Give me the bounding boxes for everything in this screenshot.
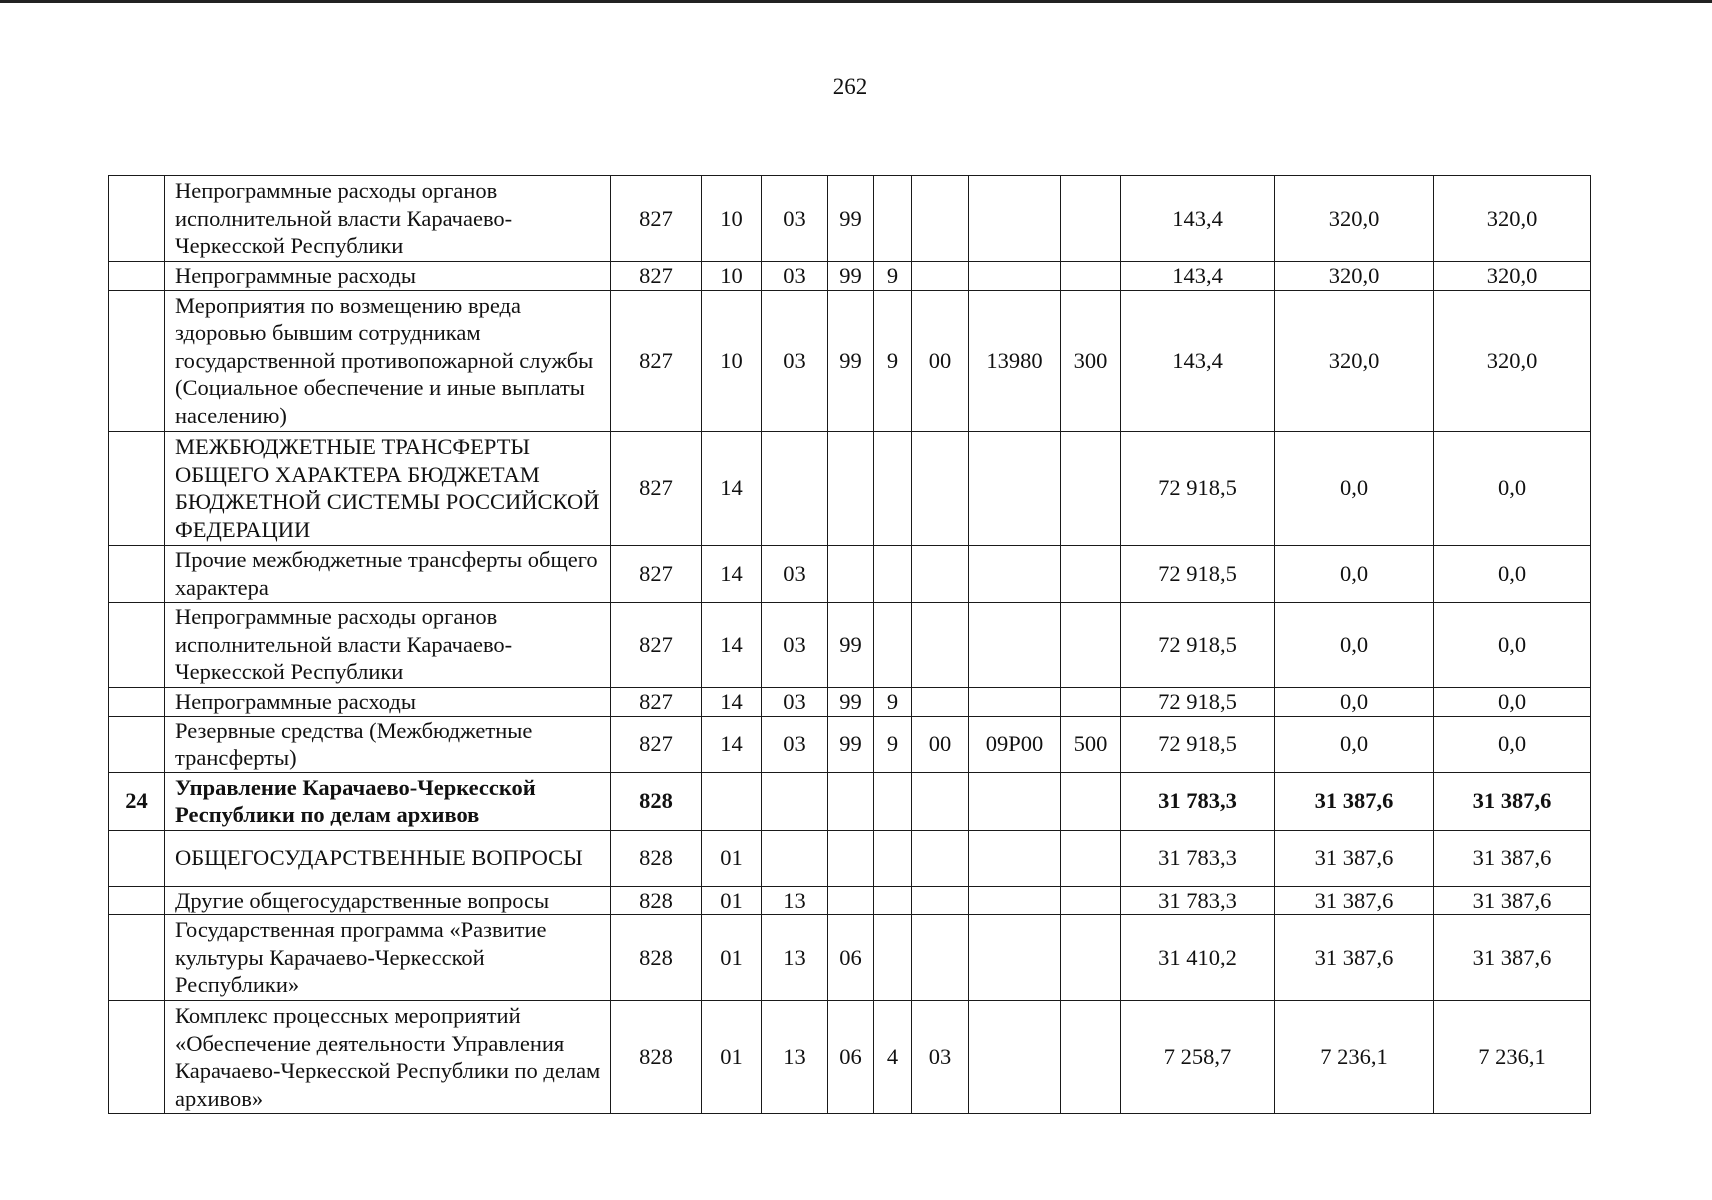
amount-year-2-cell: 7 236,1: [1275, 1001, 1434, 1114]
code-direction-cell: [969, 431, 1061, 545]
code-subsection-cell: 03: [762, 545, 828, 602]
code-section-cell: [702, 772, 762, 830]
table-row: [109, 915, 1591, 1001]
code-measure-cell: [912, 772, 969, 830]
code-subprogram-cell: 9: [874, 290, 912, 431]
amount-year-3-cell: 0,0: [1434, 687, 1591, 716]
code-subsection-cell: [762, 772, 828, 830]
code-expense-type-cell: [1061, 431, 1121, 545]
code-direction-cell: [969, 602, 1061, 687]
code-subprogram-cell: [874, 602, 912, 687]
amount-year-1-cell: 72 918,5: [1121, 431, 1275, 545]
code-subprogram-cell: [874, 830, 912, 886]
code-measure-cell: 03: [912, 1001, 969, 1114]
code-direction-cell: [969, 1001, 1061, 1114]
amount-year-2-cell: 31 387,6: [1275, 915, 1434, 1001]
code-expense-type-cell: 500: [1061, 716, 1121, 772]
table-row: [109, 545, 1591, 602]
amount-year-2-cell: 31 387,6: [1275, 886, 1434, 915]
row-number-cell: [109, 262, 165, 291]
row-number-cell: [109, 176, 165, 262]
row-name-cell: Государственная программа «Развитие культуры Карачаево-Черкесской Республики»: [165, 915, 611, 1001]
amount-year-1-cell: 31 783,3: [1121, 772, 1275, 830]
code-expense-type-cell: [1061, 602, 1121, 687]
code-measure-cell: [912, 431, 969, 545]
code-section-cell: 01: [702, 886, 762, 915]
code-program-cell: 99: [828, 602, 874, 687]
amount-year-3-cell: 0,0: [1434, 602, 1591, 687]
code-section-cell: 10: [702, 176, 762, 262]
code-section-cell: 14: [702, 716, 762, 772]
code-gov-cell: 827: [611, 545, 702, 602]
row-number-cell: [109, 830, 165, 886]
amount-year-2-cell: 0,0: [1275, 431, 1434, 545]
amount-year-1-cell: 143,4: [1121, 262, 1275, 291]
amount-year-2-cell: 31 387,6: [1275, 772, 1434, 830]
code-gov-cell: 828: [611, 915, 702, 1001]
code-expense-type-cell: [1061, 915, 1121, 1001]
amount-year-3-cell: 320,0: [1434, 176, 1591, 262]
table-row: [109, 1001, 1591, 1114]
code-program-cell: [828, 772, 874, 830]
amount-year-1-cell: 7 258,7: [1121, 1001, 1275, 1114]
code-subprogram-cell: [874, 915, 912, 1001]
code-direction-cell: [969, 772, 1061, 830]
amount-year-2-cell: 31 387,6: [1275, 830, 1434, 886]
row-name-cell: Мероприятия по возмещению вреда здоровью бывшим сотрудникам государственной противопожарной службы (Социальное обеспечение и иные выплаты населению): [165, 290, 611, 431]
amount-year-3-cell: 31 387,6: [1434, 772, 1591, 830]
code-section-cell: 14: [702, 431, 762, 545]
table-body: [109, 176, 1591, 1114]
amount-year-1-cell: 72 918,5: [1121, 545, 1275, 602]
amount-year-2-cell: 0,0: [1275, 602, 1434, 687]
code-subsection-cell: 13: [762, 915, 828, 1001]
table-row: [109, 772, 1591, 830]
row-number-cell: [109, 290, 165, 431]
code-direction-cell: [969, 915, 1061, 1001]
table-row: [109, 602, 1591, 687]
code-expense-type-cell: [1061, 545, 1121, 602]
row-number-cell: [109, 545, 165, 602]
row-name-cell: Резервные средства (Межбюджетные трансферты): [165, 716, 611, 772]
amount-year-3-cell: 0,0: [1434, 545, 1591, 602]
code-program-cell: 99: [828, 716, 874, 772]
code-gov-cell: 827: [611, 431, 702, 545]
code-program-cell: 99: [828, 176, 874, 262]
row-number-cell: [109, 602, 165, 687]
row-number-cell: [109, 886, 165, 915]
amount-year-2-cell: 0,0: [1275, 545, 1434, 602]
code-gov-cell: 828: [611, 1001, 702, 1114]
row-name-cell: Прочие межбюджетные трансферты общего характера: [165, 545, 611, 602]
table-row: [109, 290, 1591, 431]
code-section-cell: 01: [702, 915, 762, 1001]
code-expense-type-cell: [1061, 886, 1121, 915]
amount-year-3-cell: 320,0: [1434, 290, 1591, 431]
amount-year-1-cell: 31 783,3: [1121, 886, 1275, 915]
amount-year-3-cell: 7 236,1: [1434, 1001, 1591, 1114]
code-section-cell: 14: [702, 602, 762, 687]
code-expense-type-cell: [1061, 262, 1121, 291]
code-gov-cell: 827: [611, 716, 702, 772]
code-expense-type-cell: [1061, 687, 1121, 716]
code-measure-cell: 00: [912, 290, 969, 431]
code-subsection-cell: [762, 431, 828, 545]
code-program-cell: 99: [828, 262, 874, 291]
code-gov-cell: 827: [611, 176, 702, 262]
code-measure-cell: [912, 830, 969, 886]
amount-year-1-cell: 72 918,5: [1121, 602, 1275, 687]
code-subsection-cell: 03: [762, 290, 828, 431]
amount-year-2-cell: 0,0: [1275, 716, 1434, 772]
code-gov-cell: 827: [611, 687, 702, 716]
code-program-cell: [828, 431, 874, 545]
amount-year-1-cell: 143,4: [1121, 290, 1275, 431]
row-number-cell: [109, 687, 165, 716]
amount-year-3-cell: 31 387,6: [1434, 830, 1591, 886]
row-name-cell: Непрограммные расходы: [165, 262, 611, 291]
row-number-cell: 24: [109, 772, 165, 830]
amount-year-3-cell: 0,0: [1434, 716, 1591, 772]
code-expense-type-cell: 300: [1061, 290, 1121, 431]
code-gov-cell: 828: [611, 772, 702, 830]
code-subsection-cell: 03: [762, 602, 828, 687]
table-row: [109, 262, 1591, 291]
code-subprogram-cell: [874, 886, 912, 915]
code-gov-cell: 828: [611, 886, 702, 915]
row-name-cell: Непрограммные расходы органов исполнительной власти Карачаево-Черкесской Республики: [165, 602, 611, 687]
code-measure-cell: [912, 602, 969, 687]
code-section-cell: 10: [702, 262, 762, 291]
amount-year-3-cell: 31 387,6: [1434, 915, 1591, 1001]
code-expense-type-cell: [1061, 830, 1121, 886]
budget-table: [108, 175, 1591, 1114]
amount-year-2-cell: 320,0: [1275, 290, 1434, 431]
code-program-cell: [828, 830, 874, 886]
code-program-cell: 99: [828, 290, 874, 431]
amount-year-1-cell: 31 783,3: [1121, 830, 1275, 886]
row-number-cell: [109, 1001, 165, 1114]
table-row: [109, 830, 1591, 886]
row-name-cell: Непрограммные расходы органов исполнительной власти Карачаево-Черкесской Республики: [165, 176, 611, 262]
code-direction-cell: [969, 545, 1061, 602]
code-program-cell: 99: [828, 687, 874, 716]
code-section-cell: 01: [702, 1001, 762, 1114]
amount-year-1-cell: 143,4: [1121, 176, 1275, 262]
code-direction-cell: [969, 886, 1061, 915]
code-direction-cell: [969, 262, 1061, 291]
amount-year-1-cell: 31 410,2: [1121, 915, 1275, 1001]
code-gov-cell: 827: [611, 262, 702, 291]
code-direction-cell: [969, 687, 1061, 716]
table-row: [109, 716, 1591, 772]
table-row: [109, 886, 1591, 915]
amount-year-1-cell: 72 918,5: [1121, 687, 1275, 716]
code-section-cell: 01: [702, 830, 762, 886]
code-measure-cell: [912, 915, 969, 1001]
code-gov-cell: 827: [611, 290, 702, 431]
code-subprogram-cell: 9: [874, 716, 912, 772]
code-subsection-cell: 13: [762, 1001, 828, 1114]
code-subsection-cell: [762, 830, 828, 886]
code-subsection-cell: 03: [762, 262, 828, 291]
code-program-cell: [828, 886, 874, 915]
page-number: 262: [832, 74, 868, 99]
row-name-cell: МЕЖБЮДЖЕТНЫЕ ТРАНСФЕРТЫ ОБЩЕГО ХАРАКТЕРА БЮДЖЕТАМ БЮДЖЕТНОЙ СИСТЕМЫ РОССИЙСКОЙ ФЕДЕРАЦИИ: [165, 431, 611, 545]
top-border-line: [0, 0, 1712, 3]
table-row: [109, 431, 1591, 545]
code-subprogram-cell: [874, 772, 912, 830]
code-measure-cell: [912, 687, 969, 716]
row-name-cell: ОБЩЕГОСУДАРСТВЕННЫЕ ВОПРОСЫ: [165, 830, 611, 886]
table-row: [109, 687, 1591, 716]
code-expense-type-cell: [1061, 772, 1121, 830]
amount-year-3-cell: 0,0: [1434, 431, 1591, 545]
code-section-cell: 14: [702, 545, 762, 602]
code-section-cell: 10: [702, 290, 762, 431]
code-subprogram-cell: 9: [874, 687, 912, 716]
code-program-cell: 06: [828, 1001, 874, 1114]
code-subsection-cell: 03: [762, 176, 828, 262]
row-number-cell: [109, 716, 165, 772]
code-measure-cell: [912, 886, 969, 915]
row-name-cell: Комплекс процессных мероприятий «Обеспечение деятельности Управления Карачаево-Черкесской Республики по делам архивов»: [165, 1001, 611, 1114]
row-name-cell: Другие общегосударственные вопросы: [165, 886, 611, 915]
code-direction-cell: [969, 830, 1061, 886]
code-subprogram-cell: 9: [874, 262, 912, 291]
amount-year-2-cell: 0,0: [1275, 687, 1434, 716]
amount-year-2-cell: 320,0: [1275, 262, 1434, 291]
code-subprogram-cell: [874, 176, 912, 262]
code-expense-type-cell: [1061, 1001, 1121, 1114]
code-subprogram-cell: [874, 431, 912, 545]
code-subprogram-cell: [874, 545, 912, 602]
row-number-cell: [109, 431, 165, 545]
code-measure-cell: [912, 262, 969, 291]
code-subsection-cell: 03: [762, 687, 828, 716]
code-subprogram-cell: 4: [874, 1001, 912, 1114]
code-expense-type-cell: [1061, 176, 1121, 262]
code-subsection-cell: 03: [762, 716, 828, 772]
row-number-cell: [109, 915, 165, 1001]
code-measure-cell: [912, 176, 969, 262]
code-subsection-cell: 13: [762, 886, 828, 915]
code-measure-cell: [912, 545, 969, 602]
code-program-cell: [828, 545, 874, 602]
code-gov-cell: 827: [611, 602, 702, 687]
amount-year-1-cell: 72 918,5: [1121, 716, 1275, 772]
amount-year-3-cell: 320,0: [1434, 262, 1591, 291]
code-direction-cell: 09Р00: [969, 716, 1061, 772]
code-direction-cell: [969, 176, 1061, 262]
code-direction-cell: 13980: [969, 290, 1061, 431]
amount-year-2-cell: 320,0: [1275, 176, 1434, 262]
amount-year-3-cell: 31 387,6: [1434, 886, 1591, 915]
code-measure-cell: 00: [912, 716, 969, 772]
table-row: [109, 176, 1591, 262]
row-name-cell: Управление Карачаево-Черкесской Республики по делам архивов: [165, 772, 611, 830]
code-section-cell: 14: [702, 687, 762, 716]
code-gov-cell: 828: [611, 830, 702, 886]
code-program-cell: 06: [828, 915, 874, 1001]
row-name-cell: Непрограммные расходы: [165, 687, 611, 716]
